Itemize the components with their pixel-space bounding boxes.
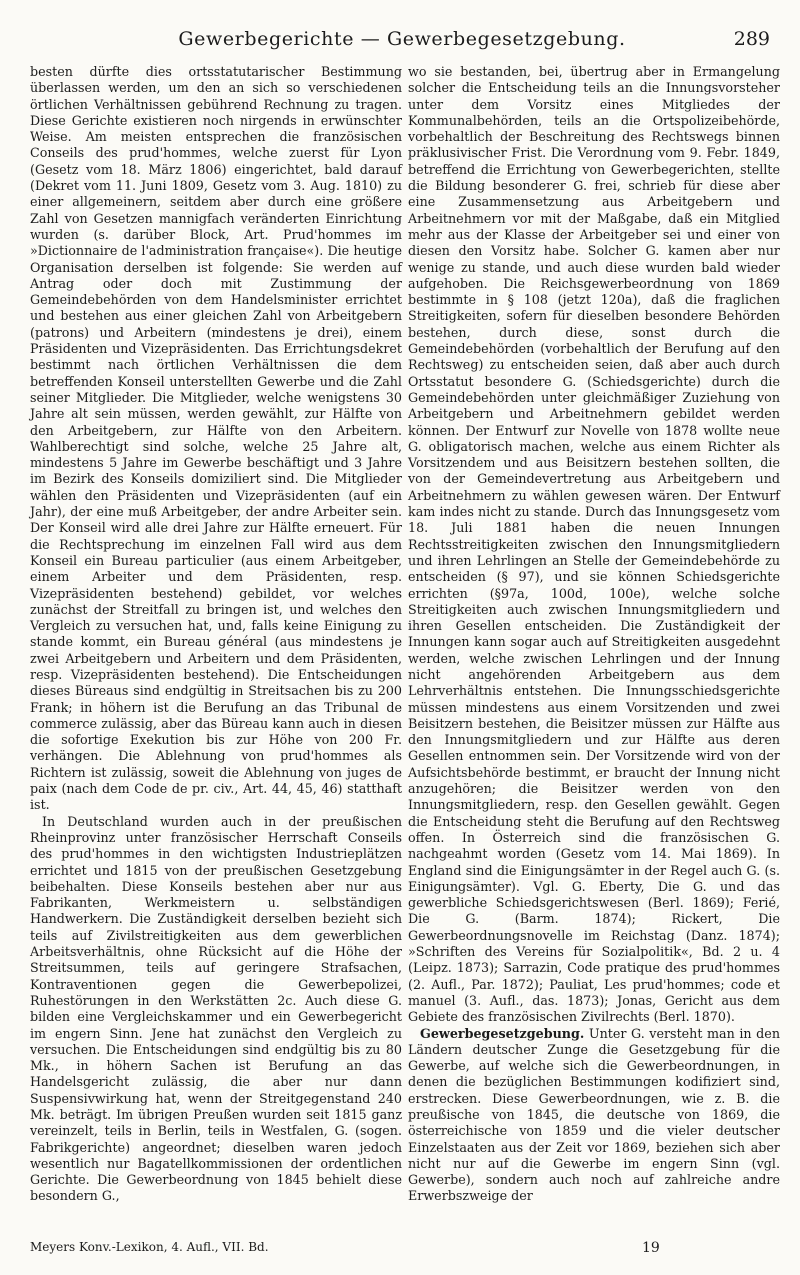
entry-text: Unter G. versteht man in den Ländern deutscher Zunge die Gesetzgebung für die Gewerbe, auf welche sich die Gewerbeordnungen, in denen die bezüglichen Bestimmungen kodifiziert sind, erstrecken. Diese Gewerbeordnungen, wie z. B. die preußische von 1845, die deutsche von 1869, die österreichische von 1859 und die vieler deutscher Einzelstaaten aus der Zeit vor 1869, beziehen sich aber nicht nur auf die Gewerbe im engern Sinn (vgl. Gewerbe), sondern auch noch auf zahlreiche andre Erwerbszweige der [408, 1025, 780, 1204]
signature-mark: 19 [642, 1240, 660, 1256]
imprint-line: Meyers Konv.-Lexikon, 4. Aufl., VII. Bd. [30, 1240, 269, 1254]
page-footer [30, 1240, 770, 1260]
entry-keyword: Gewerbegesetzgebung. [420, 1025, 585, 1041]
running-title: Gewerbegerichte — Gewerbegesetzgebung. [178, 28, 626, 50]
page-number: 289 [733, 28, 770, 50]
paragraph: In Deutschland wurden auch in der preußischen Rheinprovinz unter französischer Herrschaft Conseils des prud'hommes in den wichtigsten Industrieplätzen errichtet und 1815 von der preußischen Gesetzgebung beibehalten. Diese Konseils bestehen aber nur aus Fabrikanten, Werkmeistern u. selbständigen Handwerkern. Die Zuständigkeit derselben bezieht sich teils auf Zivilstreitigkeiten aus dem gewerblichen Arbeitsverhältnis, ohne Rücksicht auf die Höhe der Streitsummen, teils auf geringere Strafsachen, Kontraventionen gegen die Gewerbepolizei, Ruhestörungen in den Werkstätten 2c. Auch diese G. bilden eine Vergleichskammer und ein Gewerbegericht im engern Sinn. Jene hat zunächst den Vergleich zu versuchen. Die Entscheidungen sind endgültig bis zu 80 Mk., in höhern Sachen ist Berufung an das Handelsgericht zulässig, die aber nur dann Suspensivwirkung hat, wenn der Streitgegenstand 240 Mk. beträgt. Im übrigen Preußen wurden seit 1815 ganz vereinzelt, teils in Berlin, teils in Westfalen, G. (sogen. Fabrikgerichte) angeordnet; dieselben waren jedoch wesentlich nur Bagatellkommissionen der ordentlichen Gerichte. Die Gewerbeordnung von 1845 behielt diese besondern G., [30, 813, 402, 1204]
page-header [28, 26, 776, 60]
paragraph: wo sie bestanden, bei, übertrug aber in Ermangelung solcher die Entscheidung teils an die Innungsvorsteher unter dem Vorsitz eines Mitgliedes der Kommunalbehörden, teils an die Ortspolizeibehörde, vorbehaltlich der Beschreitung des Rechtswegs binnen präklusivischer Frist. Die Verordnung vom 9. Febr. 1849, betreffend die Errichtung von Gewerbegerichten, stellte die Bildung besonderer G. frei, schrieb für diese aber eine Zusammensetzung aus Arbeitgebern und Arbeitnehmern vor mit der Maßgabe, daß ein Mitglied mehr aus der Klasse der Arbeitgeber sei und einer von diesen den Vorsitz habe. Solcher G. kamen aber nur wenige zu stande, und auch diese wurden bald wieder aufgehoben. Die Reichsgewerbeordnung von 1869 bestimmte in § 108 (jetzt 120a), daß die fraglichen Streitigkeiten, sofern für dieselben besondere Behörden bestehen, durch diese, sonst durch die Gemeindebehörden (vorbehaltlich der Berufung auf den Rechtsweg) zu entscheiden seien, daß aber auch durch Ortsstatut besondere G. (Schiedsgerichte) durch die Gemeindebehörden unter gleichmäßiger Zuziehung von Arbeitgebern und Arbeitnehmern gebildet werden können. Der Entwurf zur Novelle von 1878 wollte neue G. obligatorisch machen, welche aus einem Richter als Vorsitzendem und aus Beisitzern bestehen sollten, die von der Gemeindevertretung aus Arbeitgebern und Arbeitnehmern zu wählen gewesen wären. Der Entwurf kam indes nicht zu stande. Durch das Innungsgesetz vom 18. Juli 1881 haben die neuen Innungen Rechtsstreitigkeiten zwischen den Innungsmitgliedern und ihren Lehrlingen an Stelle der Gemeindebehörde zu entscheiden (§ 97), und sie können Schiedsgerichte errichten (§97a, 100d, 100e), welche solche Streitigkeiten auch zwischen Innungsmitgliedern und ihren Gesellen entscheiden. Die Zuständigkeit der Innungen kann sogar auch auf Streitigkeiten ausgedehnt werden, welche zwischen Lehrlingen und der Innung nicht angehörenden Arbeitgebern aus dem Lehrverhältnis entstehen. Die Innungsschiedsgerichte müssen mindestens aus einem Vorsitzenden und zwei Beisitzern bestehen, die Beisitzer müssen zur Hälfte aus den Innungsmitgliedern und zur Hälfte aus deren Gesellen entnommen sein. Der Vorsitzende wird von der Aufsichtsbehörde bestimmt, er braucht der Innung nicht anzugehören; die Beisitzer werden von den Innungsmitgliedern, resp. den Gesellen gewählt. Gegen die Entscheidung steht die Berufung auf den Rechtsweg offen. In Österreich sind die französischen G. nachgeahmt worden (Gesetz vom 14. Mai 1869). In England sind die Einigungsämter in der Regel auch G. (s. Einigungsämter). Vgl. G. Eberty, Die G. und das gewerbliche Schiedsgerichtswesen (Berl. 1869); Ferié, Die G. (Barm. 1874); Rickert, Die Gewerbeordnungsnovelle im Reichstag (Danz. 1874); »Schriften des Vereins für Sozialpolitik«, Bd. 2 u. 4 (Leipz. 1873); Sarrazin, Code pratique des prud'hommes (2. Aufl., Par. 1872); Pauliat, Les prud'hommes; code et manuel (3. Aufl., das. 1873); Jonas, Gericht aus dem Gebiete des französischen Zivilrechts (Berl. 1870). [408, 64, 780, 1025]
left-column [30, 64, 402, 1205]
paragraph: besten dürfte dies ortsstatutarischer Bestimmung überlassen werden, um den an sich so verschiedenen örtlichen Verhältnissen gebührend Rechnung zu tragen. Diese Gerichte existieren noch nirgends in erwünschter Weise. Am meisten entsprechen die französischen Conseils des prud'hommes, welche zuerst für Lyon (Gesetz vom 18. März 1806) eingerichtet, bald darauf (Dekret vom 11. Juni 1809, Gesetz vom 3. Aug. 1810) zu einer allgemeinern, seitdem aber durch eine größere Zahl von Gesetzen mannigfach veränderten Einrichtung wurden (s. darüber Block, Art. Prud'hommes im »Dictionnaire de l'administration française«). Die heutige Organisation derselben ist folgende: Sie werden auf Antrag oder doch mit Zustimmung der Gemeindebehörden von dem Handelsminister errichtet und bestehen aus einer gleichen Zahl von Arbeitgebern (patrons) und Arbeitern (mindestens je drei), einem Präsidenten und Vizepräsidenten. Das Errichtungsdekret bestimmt nach örtlichen Verhältnissen die dem betreffenden Konseil unterstellten Gewerbe und die Zahl seiner Mitglieder. Die Mitglieder, welche wenigstens 30 Jahre alt sein müssen, werden gewählt, zur Hälfte von den Arbeitgebern, zur Hälfte von den Arbeitern. Wahlberechtigt sind solche, welche 25 Jahre alt, mindestens 5 Jahre im Gewerbe beschäftigt und 3 Jahre im Bezirk des Konseils domiziliert sind. Die Mitglieder wählen den Präsidenten und Vizepräsidenten (auf ein Jahr), der eine muß Arbeitgeber, der andre Arbeiter sein. Der Konseil wird alle drei Jahre zur Hälfte erneuert. Für die Rechtsprechung im einzelnen Fall wird aus dem Konseil ein Bureau particulier (aus einem Arbeitgeber, einem Arbeiter und dem Präsidenten, resp. Vizepräsidenten bestehend) gebildet, vor welches zunächst der Streitfall zu bringen ist, und welches den Vergleich zu versuchen hat, und, falls keine Einigung zu stande kommt, ein Bureau général (aus mindestens je zwei Arbeitgebern und Arbeitern und dem Präsidenten, resp. Vizepräsidenten bestehend). Die Entscheidungen dieses Büreaus sind endgültig in Streitsachen bis zu 200 Frank; in höhern ist die Berufung an das Tribunal de commerce zulässig, aber das Büreau kann auch in diesen die sofortige Exekution bis zur Höhe von 200 Fr. verhängen. Die Ablehnung von prud'hommes als Richtern ist zulässig, soweit die Ablehnung von juges de paix (nach dem Code de pr. civ., Art. 44, 45, 46) statthaft ist. [30, 64, 402, 813]
entry-paragraph [408, 1026, 780, 1205]
right-column [408, 64, 780, 1205]
